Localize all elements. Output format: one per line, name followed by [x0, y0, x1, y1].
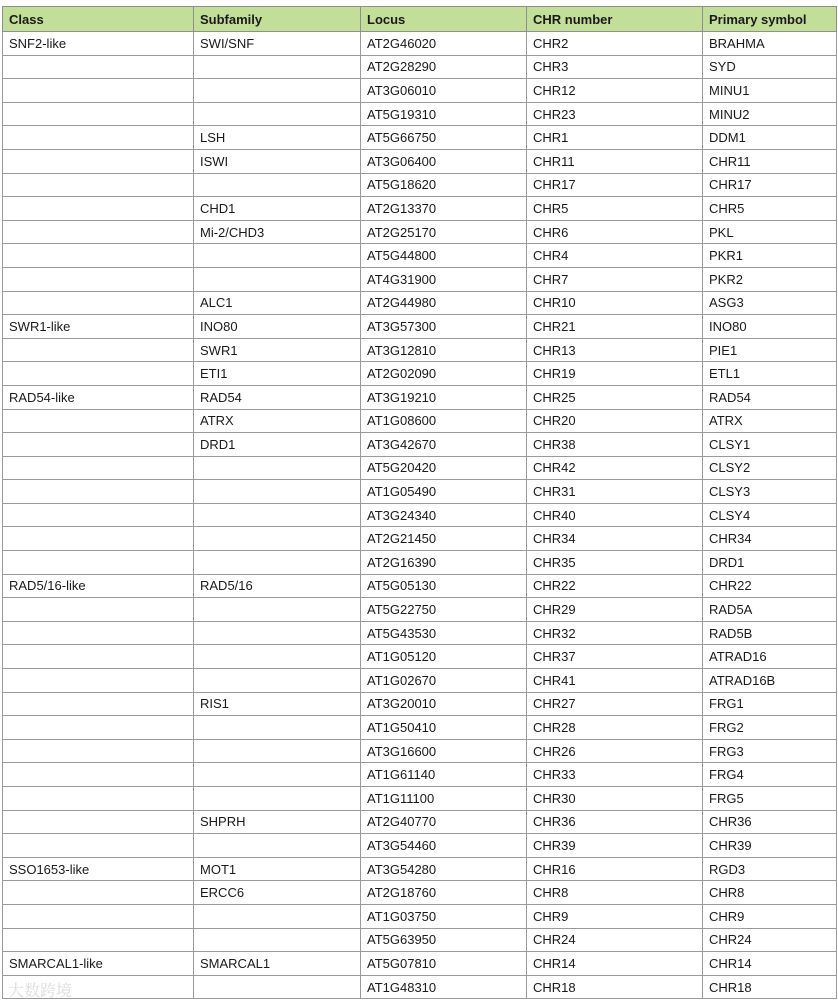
cell-class [3, 716, 194, 740]
table-row [3, 315, 837, 339]
cell-chr-number: CHR19 [527, 362, 703, 386]
cell-locus: AT2G44980 [361, 291, 527, 315]
cell-class [3, 527, 194, 551]
cell-primary-symbol: CLSY1 [703, 433, 837, 457]
table-row [3, 763, 837, 787]
cell-subfamily [194, 645, 361, 669]
cell-chr-number: CHR40 [527, 503, 703, 527]
table-row [3, 692, 837, 716]
cell-chr-number: CHR29 [527, 598, 703, 622]
cell-chr-number: CHR17 [527, 173, 703, 197]
cell-chr-number: CHR34 [527, 527, 703, 551]
cell-locus: AT1G08600 [361, 409, 527, 433]
cell-chr-number: CHR27 [527, 692, 703, 716]
cell-locus: AT5G07810 [361, 952, 527, 976]
cell-locus: AT5G19310 [361, 102, 527, 126]
cell-class [3, 928, 194, 952]
cell-class [3, 433, 194, 457]
cell-locus: AT1G50410 [361, 716, 527, 740]
cell-chr-number: CHR6 [527, 220, 703, 244]
cell-chr-number: CHR32 [527, 621, 703, 645]
cell-chr-number: CHR24 [527, 928, 703, 952]
cell-class [3, 503, 194, 527]
table-row [3, 503, 837, 527]
cell-primary-symbol: CHR39 [703, 834, 837, 858]
cell-class [3, 409, 194, 433]
cell-primary-symbol: MINU1 [703, 79, 837, 103]
cell-primary-symbol: FRG1 [703, 692, 837, 716]
cell-locus: AT3G16600 [361, 739, 527, 763]
cell-subfamily: ERCC6 [194, 881, 361, 905]
table-row [3, 173, 837, 197]
cell-locus: AT1G03750 [361, 904, 527, 928]
cell-locus: AT3G54460 [361, 834, 527, 858]
cell-primary-symbol: DRD1 [703, 551, 837, 575]
cell-locus: AT1G05120 [361, 645, 527, 669]
cell-locus: AT3G19210 [361, 385, 527, 409]
cell-subfamily [194, 928, 361, 952]
cell-chr-number: CHR26 [527, 739, 703, 763]
cell-primary-symbol: CHR36 [703, 810, 837, 834]
cell-primary-symbol: FRG3 [703, 739, 837, 763]
table-row [3, 598, 837, 622]
cell-primary-symbol: CHR34 [703, 527, 837, 551]
cell-subfamily [194, 904, 361, 928]
cell-primary-symbol: RAD5B [703, 621, 837, 645]
cell-subfamily: ISWI [194, 149, 361, 173]
cell-primary-symbol: BRAHMA [703, 32, 837, 56]
cell-subfamily [194, 551, 361, 575]
cell-primary-symbol: RAD54 [703, 385, 837, 409]
table-row [3, 739, 837, 763]
cell-locus: AT2G18760 [361, 881, 527, 905]
cell-primary-symbol: MINU2 [703, 102, 837, 126]
cell-chr-number: CHR20 [527, 409, 703, 433]
cell-locus: AT5G20420 [361, 456, 527, 480]
cell-class [3, 291, 194, 315]
cell-class [3, 621, 194, 645]
cell-subfamily: SWR1 [194, 338, 361, 362]
cell-locus: AT2G16390 [361, 551, 527, 575]
cell-chr-number: CHR8 [527, 881, 703, 905]
cell-class [3, 220, 194, 244]
cell-class [3, 456, 194, 480]
cell-locus: AT1G02670 [361, 669, 527, 693]
table-row [3, 456, 837, 480]
cell-locus: AT3G54280 [361, 857, 527, 881]
cell-class [3, 834, 194, 858]
cell-primary-symbol: PIE1 [703, 338, 837, 362]
cell-locus: AT1G05490 [361, 480, 527, 504]
cell-locus: AT3G06400 [361, 149, 527, 173]
cell-primary-symbol: CLSY2 [703, 456, 837, 480]
table-row [3, 810, 837, 834]
cell-class [3, 763, 194, 787]
header-row [3, 7, 837, 32]
cell-class [3, 197, 194, 221]
cell-class: SMARCAL1-like [3, 952, 194, 976]
cell-primary-symbol: PKR1 [703, 244, 837, 268]
cell-chr-number: CHR38 [527, 433, 703, 457]
table-row [3, 881, 837, 905]
cell-subfamily [194, 975, 361, 999]
table-row [3, 574, 837, 598]
cell-chr-number: CHR13 [527, 338, 703, 362]
cell-locus: AT5G05130 [361, 574, 527, 598]
cell-class [3, 126, 194, 150]
cell-primary-symbol: ATRX [703, 409, 837, 433]
cell-primary-symbol: CLSY4 [703, 503, 837, 527]
cell-primary-symbol: ETL1 [703, 362, 837, 386]
cell-subfamily [194, 55, 361, 79]
cell-locus: AT2G40770 [361, 810, 527, 834]
cell-primary-symbol: CHR18 [703, 975, 837, 999]
cell-chr-number: CHR3 [527, 55, 703, 79]
cell-subfamily [194, 503, 361, 527]
cell-subfamily: INO80 [194, 315, 361, 339]
cell-locus: AT4G31900 [361, 267, 527, 291]
cell-chr-number: CHR10 [527, 291, 703, 315]
cell-chr-number: CHR12 [527, 79, 703, 103]
cell-subfamily [194, 763, 361, 787]
cell-class: SSO1653-like [3, 857, 194, 881]
cell-primary-symbol: RGD3 [703, 857, 837, 881]
cell-subfamily: RAD54 [194, 385, 361, 409]
cell-class [3, 810, 194, 834]
table-row [3, 928, 837, 952]
cell-subfamily [194, 739, 361, 763]
cell-locus: AT5G18620 [361, 173, 527, 197]
cell-chr-number: CHR22 [527, 574, 703, 598]
cell-subfamily: SMARCAL1 [194, 952, 361, 976]
cell-locus: AT5G43530 [361, 621, 527, 645]
table-row [3, 621, 837, 645]
cell-subfamily [194, 669, 361, 693]
table-row [3, 149, 837, 173]
cell-subfamily [194, 621, 361, 645]
cell-class [3, 551, 194, 575]
cell-primary-symbol: FRG5 [703, 787, 837, 811]
cell-subfamily [194, 527, 361, 551]
cell-subfamily: CHD1 [194, 197, 361, 221]
cell-chr-number: CHR30 [527, 787, 703, 811]
cell-chr-number: CHR37 [527, 645, 703, 669]
cell-locus: AT3G20010 [361, 692, 527, 716]
cell-locus: AT2G02090 [361, 362, 527, 386]
table-row [3, 669, 837, 693]
table-row [3, 857, 837, 881]
table-row [3, 362, 837, 386]
cell-subfamily [194, 173, 361, 197]
table-row [3, 480, 837, 504]
cell-primary-symbol: ATRAD16B [703, 669, 837, 693]
cell-locus: AT1G11100 [361, 787, 527, 811]
cell-primary-symbol: CHR22 [703, 574, 837, 598]
cell-subfamily [194, 102, 361, 126]
table-row [3, 197, 837, 221]
table-row [3, 267, 837, 291]
cell-locus: AT2G13370 [361, 197, 527, 221]
cell-subfamily [194, 79, 361, 103]
table-row [3, 409, 837, 433]
cell-class [3, 362, 194, 386]
column-header-class: Class [3, 7, 194, 32]
cell-class [3, 244, 194, 268]
cell-primary-symbol: SYD [703, 55, 837, 79]
cell-primary-symbol: ASG3 [703, 291, 837, 315]
cell-chr-number: CHR33 [527, 763, 703, 787]
cell-primary-symbol: CHR11 [703, 149, 837, 173]
cell-primary-symbol: PKL [703, 220, 837, 244]
table-row [3, 787, 837, 811]
cell-subfamily [194, 598, 361, 622]
cell-class [3, 669, 194, 693]
table-row [3, 527, 837, 551]
cell-class [3, 267, 194, 291]
cell-subfamily: RIS1 [194, 692, 361, 716]
cell-subfamily: ATRX [194, 409, 361, 433]
cell-subfamily [194, 716, 361, 740]
table-row [3, 220, 837, 244]
cell-chr-number: CHR9 [527, 904, 703, 928]
cell-primary-symbol: RAD5A [703, 598, 837, 622]
table-row [3, 55, 837, 79]
cell-subfamily: ALC1 [194, 291, 361, 315]
cell-primary-symbol: INO80 [703, 315, 837, 339]
cell-chr-number: CHR35 [527, 551, 703, 575]
cell-class: RAD5/16-like [3, 574, 194, 598]
cell-subfamily [194, 787, 361, 811]
watermark-logo: 大数跨境 [8, 981, 73, 1000]
cell-chr-number: CHR7 [527, 267, 703, 291]
cell-class [3, 173, 194, 197]
cell-primary-symbol: CHR14 [703, 952, 837, 976]
table-row [3, 645, 837, 669]
column-header-subfamily: Subfamily [194, 7, 361, 32]
cell-locus: AT2G28290 [361, 55, 527, 79]
cell-subfamily: LSH [194, 126, 361, 150]
table-row [3, 79, 837, 103]
table-row [3, 433, 837, 457]
cell-primary-symbol: CHR17 [703, 173, 837, 197]
cell-chr-number: CHR18 [527, 975, 703, 999]
cell-primary-symbol: CHR5 [703, 197, 837, 221]
column-header-locus: Locus [361, 7, 527, 32]
cell-subfamily [194, 456, 361, 480]
cell-subfamily: SHPRH [194, 810, 361, 834]
cell-class [3, 102, 194, 126]
table-row [3, 291, 837, 315]
cell-primary-symbol: PKR2 [703, 267, 837, 291]
table-row [3, 952, 837, 976]
cell-class [3, 598, 194, 622]
table-row [3, 244, 837, 268]
cell-primary-symbol: CHR9 [703, 904, 837, 928]
cell-subfamily [194, 267, 361, 291]
table-row [3, 551, 837, 575]
cell-primary-symbol: CLSY3 [703, 480, 837, 504]
cell-chr-number: CHR25 [527, 385, 703, 409]
table-row [3, 126, 837, 150]
cell-class [3, 692, 194, 716]
cell-class [3, 881, 194, 905]
column-header-chr-number: CHR number [527, 7, 703, 32]
cell-locus: AT5G66750 [361, 126, 527, 150]
cell-chr-number: CHR28 [527, 716, 703, 740]
cell-chr-number: CHR23 [527, 102, 703, 126]
table-row [3, 904, 837, 928]
cell-subfamily [194, 244, 361, 268]
cell-locus: AT2G21450 [361, 527, 527, 551]
table-body [3, 32, 837, 999]
cell-chr-number: CHR36 [527, 810, 703, 834]
cell-locus: AT3G06010 [361, 79, 527, 103]
cell-class: RAD54-like [3, 385, 194, 409]
cell-chr-number: CHR5 [527, 197, 703, 221]
cell-chr-number: CHR21 [527, 315, 703, 339]
cell-locus: AT1G48310 [361, 975, 527, 999]
cell-subfamily: MOT1 [194, 857, 361, 881]
cell-class [3, 338, 194, 362]
cell-chr-number: CHR2 [527, 32, 703, 56]
cell-chr-number: CHR1 [527, 126, 703, 150]
cell-subfamily: SWI/SNF [194, 32, 361, 56]
cell-chr-number: CHR14 [527, 952, 703, 976]
cell-chr-number: CHR39 [527, 834, 703, 858]
cell-subfamily: Mi-2/CHD3 [194, 220, 361, 244]
cell-class [3, 645, 194, 669]
table-row [3, 102, 837, 126]
chromatin-remodeler-table [2, 6, 837, 999]
cell-class [3, 149, 194, 173]
cell-primary-symbol: FRG2 [703, 716, 837, 740]
cell-class: SNF2-like [3, 32, 194, 56]
cell-class [3, 79, 194, 103]
cell-locus: AT2G25170 [361, 220, 527, 244]
cell-locus: AT3G12810 [361, 338, 527, 362]
cell-locus: AT5G44800 [361, 244, 527, 268]
cell-class: SWR1-like [3, 315, 194, 339]
table-row [3, 975, 837, 999]
cell-subfamily: DRD1 [194, 433, 361, 457]
cell-locus: AT1G61140 [361, 763, 527, 787]
cell-locus: AT5G63950 [361, 928, 527, 952]
cell-primary-symbol: ATRAD16 [703, 645, 837, 669]
cell-subfamily: RAD5/16 [194, 574, 361, 598]
cell-class [3, 787, 194, 811]
cell-locus: AT3G57300 [361, 315, 527, 339]
cell-primary-symbol: FRG4 [703, 763, 837, 787]
cell-locus: AT5G22750 [361, 598, 527, 622]
cell-locus: AT3G42670 [361, 433, 527, 457]
cell-subfamily: ETI1 [194, 362, 361, 386]
table-row [3, 32, 837, 56]
table-row [3, 834, 837, 858]
column-header-primary-symbol: Primary symbol [703, 7, 837, 32]
cell-primary-symbol: CHR8 [703, 881, 837, 905]
table-row [3, 338, 837, 362]
cell-class [3, 55, 194, 79]
cell-primary-symbol: CHR24 [703, 928, 837, 952]
cell-chr-number: CHR41 [527, 669, 703, 693]
cell-primary-symbol: DDM1 [703, 126, 837, 150]
cell-class [3, 739, 194, 763]
cell-chr-number: CHR4 [527, 244, 703, 268]
cell-subfamily [194, 480, 361, 504]
cell-chr-number: CHR11 [527, 149, 703, 173]
cell-class [3, 904, 194, 928]
cell-class [3, 480, 194, 504]
cell-locus: AT3G24340 [361, 503, 527, 527]
cell-chr-number: CHR42 [527, 456, 703, 480]
cell-chr-number: CHR16 [527, 857, 703, 881]
cell-locus: AT2G46020 [361, 32, 527, 56]
table-row [3, 385, 837, 409]
table-row [3, 716, 837, 740]
cell-subfamily [194, 834, 361, 858]
cell-chr-number: CHR31 [527, 480, 703, 504]
